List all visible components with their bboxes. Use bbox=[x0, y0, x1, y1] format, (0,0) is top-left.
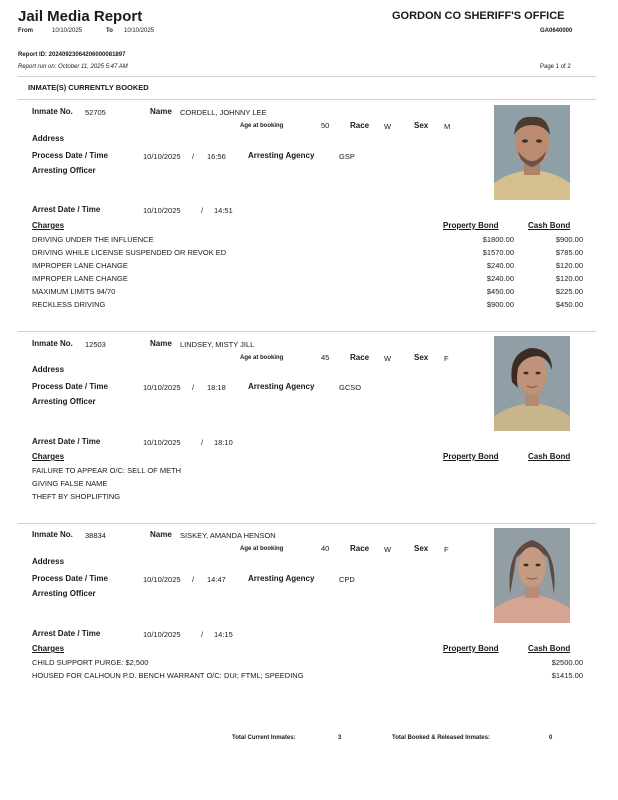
arresting-agency-value: CPD bbox=[339, 575, 355, 584]
cash-bond-value: $120.00 bbox=[555, 274, 583, 283]
from-label: From bbox=[18, 28, 33, 34]
name-value: LINDSEY, MISTY JILL bbox=[180, 340, 255, 349]
cash-bond-header: Cash Bond bbox=[528, 452, 571, 461]
arrest-time: 14:51 bbox=[214, 206, 233, 215]
inmate-no-label: Inmate No. bbox=[32, 107, 73, 116]
ori-code: GA0640000 bbox=[540, 28, 573, 34]
arrest-time: 14:15 bbox=[214, 630, 233, 639]
cash-bond-value: $120.00 bbox=[555, 261, 583, 270]
age-value: 45 bbox=[321, 353, 330, 362]
arrest-slash: / bbox=[201, 630, 204, 639]
cash-bond-value: $450.00 bbox=[555, 300, 583, 309]
arrest-time: 18:10 bbox=[214, 438, 233, 447]
inmate-photo bbox=[494, 528, 570, 623]
name-value: SISKEY, AMANDA HENSON bbox=[180, 531, 276, 540]
agency-name: GORDON CO SHERIFF'S OFFICE bbox=[392, 10, 565, 22]
age-label: Age at booking bbox=[240, 355, 284, 361]
cash-bond-value: $2500.00 bbox=[551, 658, 583, 667]
charge-description: RECKLESS DRIVING bbox=[32, 300, 106, 309]
name-label: Name bbox=[150, 530, 172, 539]
arrest-date-label: Arrest Date / Time bbox=[32, 205, 101, 214]
total-current-label: Total Current Inmates: bbox=[232, 735, 296, 741]
process-date: 10/10/2025 bbox=[143, 152, 181, 161]
process-label: Process Date / Time bbox=[32, 151, 108, 160]
race-label: Race bbox=[350, 353, 370, 362]
address-label: Address bbox=[32, 134, 65, 143]
arrest-slash: / bbox=[201, 438, 204, 447]
sex-value: F bbox=[444, 545, 449, 554]
arrest-date-label: Arrest Date / Time bbox=[32, 437, 101, 446]
name-label: Name bbox=[150, 339, 172, 348]
race-label: Race bbox=[350, 544, 370, 553]
process-date: 10/10/2025 bbox=[143, 383, 181, 392]
age-label: Age at booking bbox=[240, 123, 284, 129]
total-released-value: 0 bbox=[549, 735, 553, 741]
cash-bond-value: $225.00 bbox=[555, 287, 583, 296]
arresting-agency-value: GSP bbox=[339, 152, 355, 161]
arresting-agency-label: Arresting Agency bbox=[248, 574, 315, 583]
section-title: INMATE(S) CURRENTLY BOOKED bbox=[28, 83, 149, 92]
address-label: Address bbox=[32, 365, 65, 374]
charges-header: Charges bbox=[32, 221, 65, 230]
charge-description: GIVING FALSE NAME bbox=[32, 479, 108, 488]
property-bond-value: $240.00 bbox=[486, 261, 514, 270]
arresting-officer-label: Arresting Officer bbox=[32, 589, 96, 598]
age-value: 40 bbox=[321, 544, 330, 553]
charge-description: DRIVING WHILE LICENSE SUSPENDED OR REVOK ED bbox=[32, 248, 227, 257]
sex-label: Sex bbox=[414, 353, 429, 362]
page-number: Page 1 of 2 bbox=[540, 64, 571, 70]
charge-description: IMPROPER LANE CHANGE bbox=[32, 274, 128, 283]
arrest-date: 10/10/2025 bbox=[143, 630, 181, 639]
property-bond-value: $900.00 bbox=[486, 300, 514, 309]
total-released-label: Total Booked & Released Inmates: bbox=[392, 735, 490, 741]
arresting-agency-label: Arresting Agency bbox=[248, 382, 315, 391]
section-divider bbox=[18, 99, 596, 100]
address-label: Address bbox=[32, 557, 65, 566]
arrest-slash: / bbox=[201, 206, 204, 215]
sex-label: Sex bbox=[414, 544, 429, 553]
charge-description: IMPROPER LANE CHANGE bbox=[32, 261, 128, 270]
race-value: W bbox=[384, 545, 392, 554]
inmate-divider bbox=[18, 523, 596, 524]
charge-description: CHILD SUPPORT PURGE: $2,500 bbox=[32, 658, 149, 667]
age-value: 50 bbox=[321, 121, 330, 130]
process-slash: / bbox=[192, 152, 195, 161]
property-bond-header: Property Bond bbox=[443, 221, 499, 230]
cash-bond-value: $785.00 bbox=[555, 248, 583, 257]
process-time: 18:18 bbox=[207, 383, 226, 392]
process-slash: / bbox=[192, 575, 195, 584]
cash-bond-header: Cash Bond bbox=[528, 644, 571, 653]
header-divider bbox=[18, 76, 596, 77]
charges-header: Charges bbox=[32, 644, 65, 653]
arrest-date: 10/10/2025 bbox=[143, 206, 181, 215]
to-date: 10/10/2025 bbox=[124, 28, 155, 34]
inmate-no-value: 12503 bbox=[85, 340, 106, 349]
property-bond-header: Property Bond bbox=[443, 452, 499, 461]
charge-description: DRIVING UNDER THE INFLUENCE bbox=[32, 235, 154, 244]
age-label: Age at booking bbox=[240, 546, 284, 552]
arrest-date: 10/10/2025 bbox=[143, 438, 181, 447]
process-label: Process Date / Time bbox=[32, 382, 108, 391]
inmate-no-label: Inmate No. bbox=[32, 530, 73, 539]
sex-value: F bbox=[444, 354, 449, 363]
property-bond-value: $240.00 bbox=[486, 274, 514, 283]
charge-description: FAILURE TO APPEAR O/C: SELL OF METH bbox=[32, 466, 182, 475]
charge-description: THEFT BY SHOPLIFTING bbox=[32, 492, 121, 501]
report-title: Jail Media Report bbox=[18, 8, 143, 25]
report-run-on: Report run on: October 11, 2025 5:47 AM bbox=[18, 64, 128, 70]
cash-bond-header: Cash Bond bbox=[528, 221, 571, 230]
charge-description: HOUSED FOR CALHOUN P.D. BENCH WARRANT O/C: DUI; FTML; SPEEDING bbox=[32, 671, 304, 680]
name-label: Name bbox=[150, 107, 172, 116]
race-value: W bbox=[384, 122, 392, 131]
process-date: 10/10/2025 bbox=[143, 575, 181, 584]
from-date: 10/10/2025 bbox=[52, 28, 83, 34]
cash-bond-value: $900.00 bbox=[555, 235, 583, 244]
inmate-no-value: 38834 bbox=[85, 531, 106, 540]
property-bond-value: $1570.00 bbox=[482, 248, 514, 257]
inmate-no-value: 52705 bbox=[85, 108, 106, 117]
arresting-agency-value: GCSO bbox=[339, 383, 362, 392]
process-time: 16:56 bbox=[207, 152, 226, 161]
arrest-date-label: Arrest Date / Time bbox=[32, 629, 101, 638]
inmate-no-label: Inmate No. bbox=[32, 339, 73, 348]
race-value: W bbox=[384, 354, 392, 363]
process-label: Process Date / Time bbox=[32, 574, 108, 583]
property-bond-value: $1800.00 bbox=[482, 235, 514, 244]
inmate-photo bbox=[494, 336, 570, 431]
charges-header: Charges bbox=[32, 452, 65, 461]
sex-value: M bbox=[444, 122, 451, 131]
arresting-agency-label: Arresting Agency bbox=[248, 151, 315, 160]
property-bond-value: $450.00 bbox=[486, 287, 514, 296]
arresting-officer-label: Arresting Officer bbox=[32, 166, 96, 175]
inmate-photo bbox=[494, 105, 570, 200]
name-value: CORDELL, JOHNNY LEE bbox=[180, 108, 267, 117]
property-bond-header: Property Bond bbox=[443, 644, 499, 653]
process-time: 14:47 bbox=[207, 575, 226, 584]
charge-description: MAXIMUM LIMITS 94/70 bbox=[32, 287, 116, 296]
arresting-officer-label: Arresting Officer bbox=[32, 397, 96, 406]
race-label: Race bbox=[350, 121, 370, 130]
cash-bond-value: $1415.00 bbox=[551, 671, 583, 680]
sex-label: Sex bbox=[414, 121, 429, 130]
inmate-divider bbox=[18, 331, 596, 332]
to-label: To bbox=[106, 28, 113, 34]
total-current-value: 3 bbox=[338, 735, 342, 741]
report-id: Report ID: 20240923064206000081897 bbox=[18, 52, 126, 58]
process-slash: / bbox=[192, 383, 195, 392]
